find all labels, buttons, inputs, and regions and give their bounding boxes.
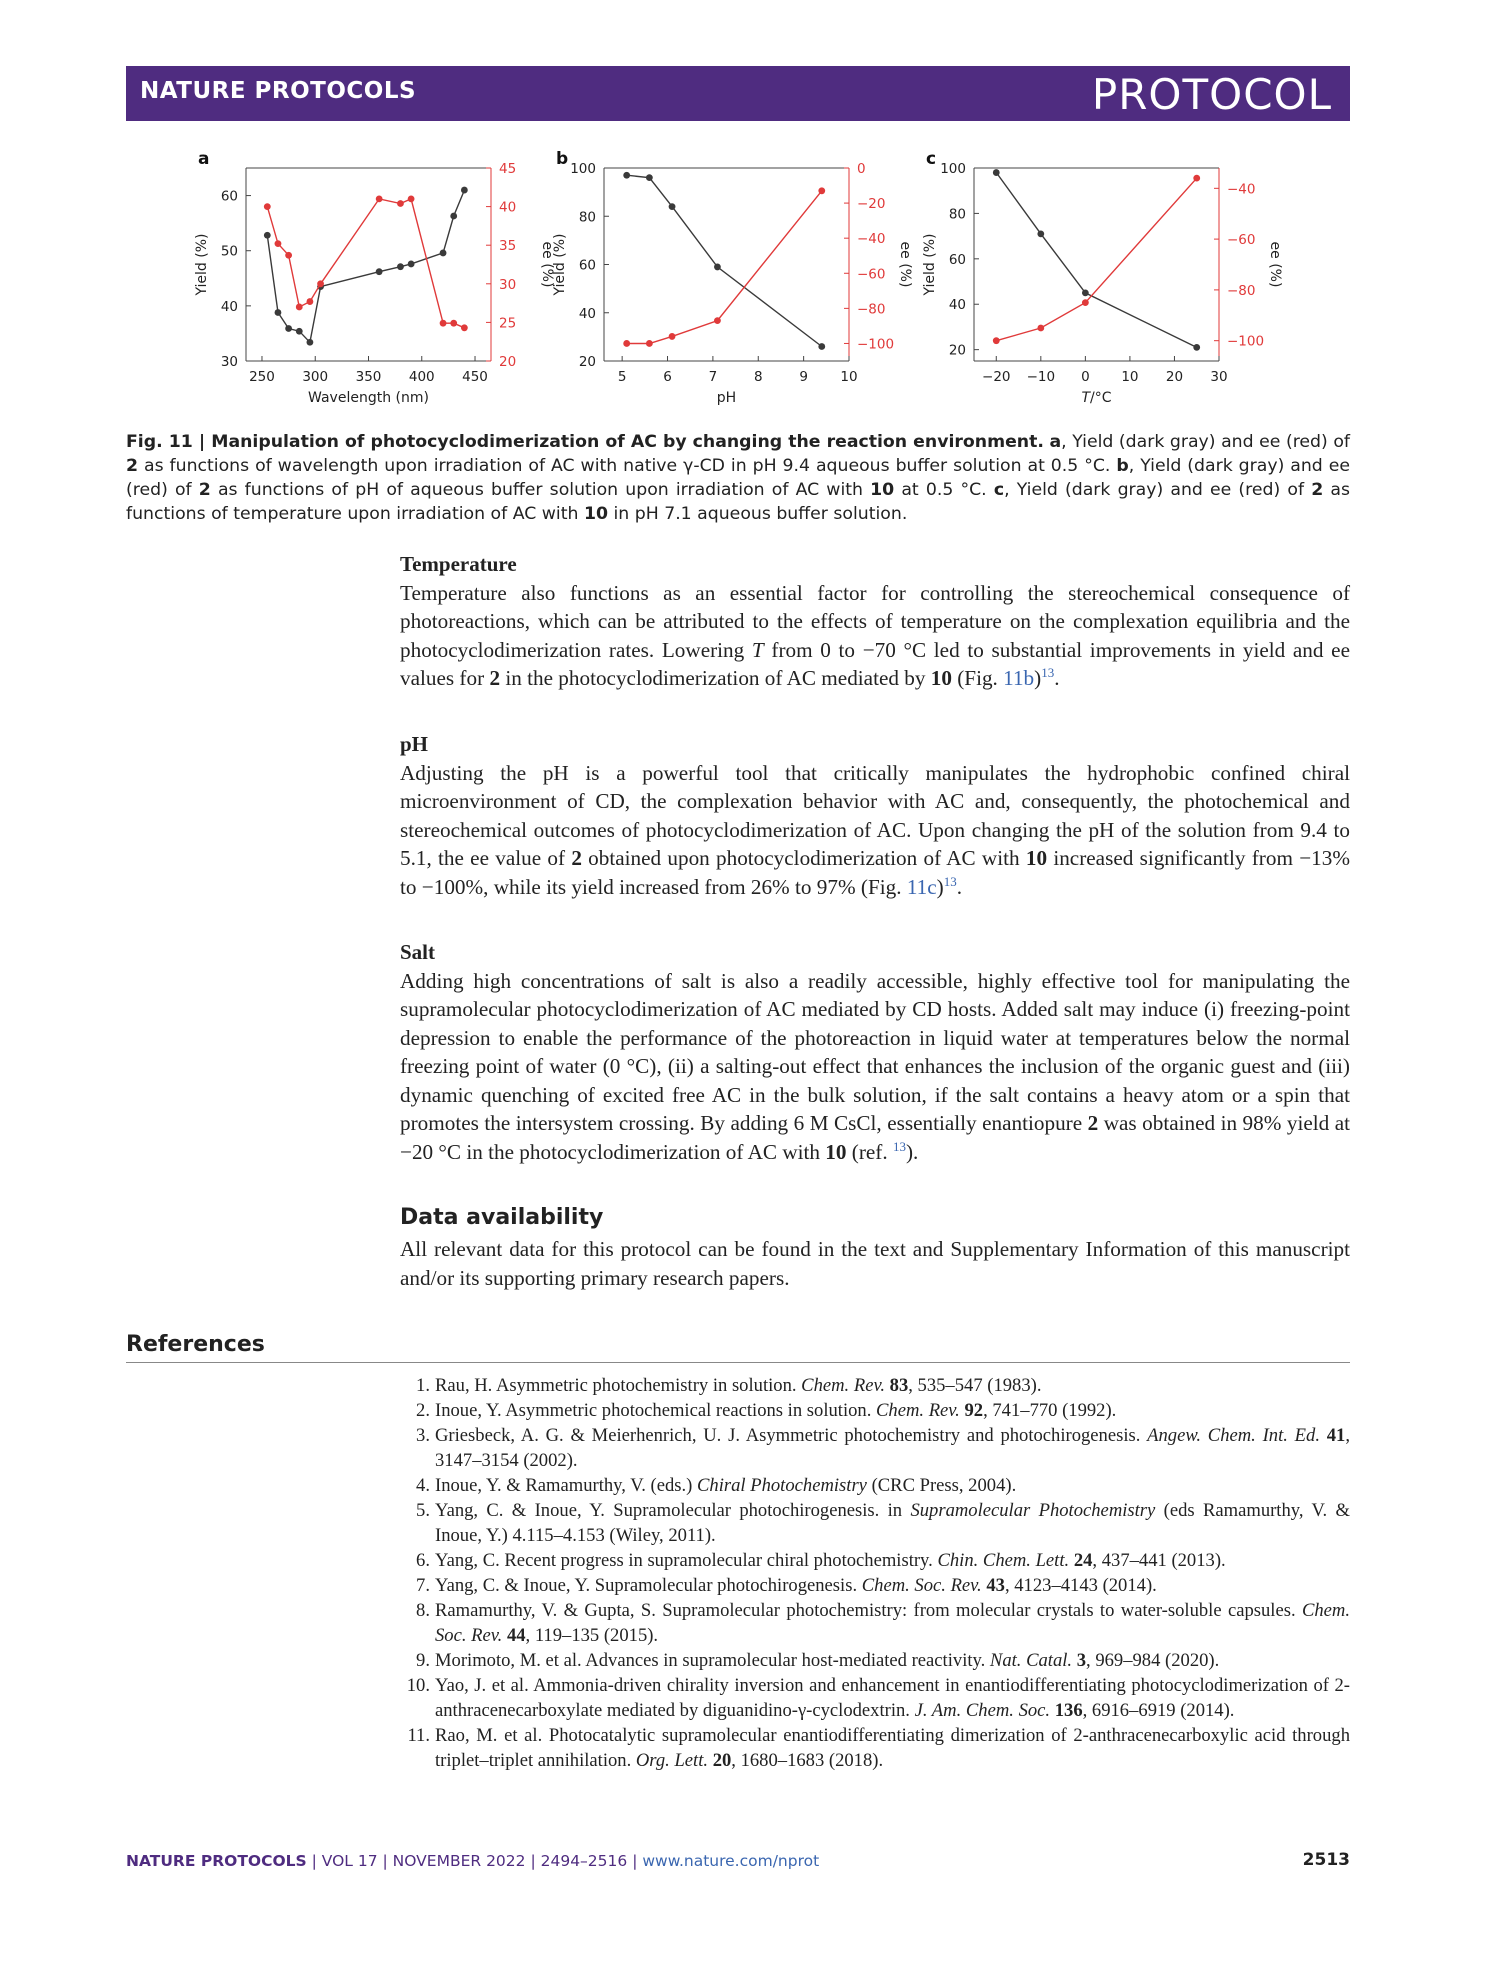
reference-item: 7. Yang, C. & Inoue, Y. Supramolecular photochirogenesis. Chem. Soc. Rev. 43, 4123–4143 (2014). [416,1575,1157,1596]
data-point-ee [714,317,721,324]
x-tick-label: 10 [840,369,858,385]
data-point-ee [275,240,282,247]
y-tick-label: 100 [940,161,966,177]
references-divider [126,1362,1350,1363]
data-point-yield [307,339,314,346]
y2-axis-label: ee (%) [539,241,555,288]
data-point-yield [376,268,383,275]
data-point-ee [397,200,404,207]
data-point-yield [1193,344,1200,351]
y-tick-label: 40 [948,297,966,314]
x-tick-label: 9 [799,369,808,385]
data-point-yield [714,264,721,271]
y2-tick-label: −80 [857,301,886,318]
citation-13[interactable]: 13 [892,1138,906,1154]
references-heading: References [126,1332,265,1357]
x-tick-label: 350 [355,369,382,385]
data-point-ee [296,304,303,311]
chart-panel-b [552,150,913,406]
footer-url-link[interactable]: www.nature.com/nprot [642,1852,820,1870]
x-tick-label: −10 [1026,369,1056,385]
data-point-yield [296,328,303,335]
panel-label-c: c [926,150,937,169]
figure-caption: Fig. 11 | Manipulation of photocyclodimerization of AC by changing the reaction environment. a, Yield (dark gray) and ee (red) of 2 as functions of wavelength upon irradiation of AC with native γ-CD in pH 9.4 aqueous buffer solution at 0.5 °C. b, Yield (dark gray) and ee (red) of 2 as functions of pH of aqueous buffer solution upon irradiation of AC with 10 at 0.5 °C. c, Yield (dark gray) and ee (red) of 2 as functions of temperature upon irradiation of AC with 10 in pH 7.1 aqueous buffer solution. [126,432,1350,524]
y2-tick-label: 40 [499,199,517,216]
x-axis-label: Wavelength (nm) [308,390,429,406]
series-line-yield [627,175,822,346]
data-point-ee [669,333,676,340]
data-point-ee [1037,325,1044,332]
data-point-yield [623,172,630,179]
chart-panel-a [194,150,555,406]
x-tick-label: −20 [982,369,1011,385]
section-heading-ph: pH [400,732,429,756]
section-temperature [400,550,1350,693]
panel-label-b: b [556,150,569,169]
y2-axis-label: ee (%) [897,241,913,288]
y2-axis-label: ee (%) [1267,241,1283,288]
panel-label-a: a [198,150,210,169]
section-salt [400,938,1350,1166]
y-tick-label: 100 [570,161,596,177]
data-point-yield [669,203,676,210]
data-point-ee [440,320,447,327]
x-tick-label: 5 [617,369,627,385]
y2-tick-label: 45 [499,161,517,177]
y2-tick-label: −100 [1227,333,1265,350]
y-tick-label: 40 [578,305,596,322]
reference-item: 3. Griesbeck, A. G. & Meierhenrich, U. J. Asymmetric photochemistry and photochirogenesis. Angew. Chem. Int. Ed. 41, 3147–3154 (2002). [416,1425,1350,1471]
x-tick-label: 400 [408,369,435,385]
x-tick-label: 250 [249,369,275,385]
reference-item: 9. Morimoto, M. et al. Advances in supramolecular host-mediated reactivity. Nat. Catal. 3, 969–984 (2020). [416,1650,1220,1671]
data-availability-heading: Data availability [400,1205,604,1230]
data-point-ee [307,298,314,305]
y-tick-label: 60 [948,251,966,268]
x-tick-label: 7 [708,369,718,385]
paragraph-temperature: Temperature also functions as an essential factor for controlling the stereochemical consequence of photoreactions, which can be attributed to the effects of temperature on the complexation equilibria and the photocyclodimerization rates. Lowering T from 0 to −70 °C led to substantial improvements in yield and ee values for 2 in the photocyclodimerization of AC mediated by 10 (Fig. 11b)$^{13}$. [400,580,1350,690]
page-number: 2513 [1302,1850,1350,1870]
data-point-ee [317,280,324,287]
data-point-ee [1082,299,1089,306]
data-point-ee [646,340,653,347]
data-point-yield [285,325,292,332]
y-tick-label: 20 [578,354,596,370]
chart-panel-c [922,150,1283,406]
journal-name: NATURE PROTOCOLS [140,78,417,104]
footer-citation: NATURE PROTOCOLS | VOL 17 | NOVEMBER 2022 | 2494–2516 | www.nature.com/nprot [126,1852,820,1870]
citation-13[interactable]: 13 [1041,664,1055,680]
y2-tick-label: 30 [499,276,517,293]
x-tick-label: 6 [663,369,672,385]
fig-link-11c[interactable]: 11c [906,874,937,899]
data-point-ee [376,195,383,202]
section-heading-salt: Salt [400,940,436,964]
y2-tick-label: −40 [857,231,886,248]
data-point-yield [264,232,271,239]
data-point-ee [623,340,630,347]
caption-label: Fig. 11 | Manipulation of photocyclodimerization of AC by changing the reaction environment. [126,432,1044,452]
article-type: PROTOCOL [1091,70,1332,119]
data-availability-text: All relevant data for this protocol can be found in the text and Supplementary Information of this manuscript and/or its supporting primary research papers. [400,1237,1350,1290]
y-axis-label: Yield (%) [922,233,938,296]
data-point-yield [275,309,282,316]
reference-item: 5. Yang, C. & Inoue, Y. Supramolecular photochirogenesis. in Supramolecular Photochemistry (eds Ramamurthy, V. & Inoue, Y.) 4.115–4.153 (Wiley, 2011). [416,1500,1350,1546]
figure-11 [126,150,1350,420]
y2-tick-label: −100 [857,336,895,353]
fig-link-11b[interactable]: 11b [1003,666,1035,690]
x-tick-label: 0 [1081,369,1090,385]
y2-tick-label: 35 [499,238,517,255]
y-tick-label: 30 [220,354,238,370]
y-axis-label: Yield (%) [194,233,210,296]
data-point-yield [450,213,457,220]
data-point-yield [408,261,415,268]
y2-tick-label: −80 [1227,282,1256,299]
x-tick-label: 30 [1210,369,1228,385]
y2-tick-label: 20 [499,354,517,370]
y-tick-label: 20 [948,342,966,359]
data-point-ee [993,337,1000,344]
figure-11-charts [126,150,1350,420]
reference-item: 4. Inoue, Y. & Ramamurthy, V. (eds.) Chiral Photochemistry (CRC Press, 2004). [416,1475,1017,1496]
y-tick-label: 50 [220,243,238,260]
data-point-yield [1037,230,1044,237]
data-point-ee [264,203,271,210]
series-line-yield [996,173,1196,348]
citation-13[interactable]: 13 [943,873,957,889]
data-point-yield [461,187,468,194]
section-heading-temperature: Temperature [400,552,517,576]
references-list [400,1373,1350,1773]
data-point-yield [646,174,653,181]
y-tick-label: 80 [948,206,966,223]
y2-tick-label: −20 [857,196,886,213]
series-line-ee [627,191,822,344]
x-tick-label: 20 [1165,369,1184,385]
data-point-yield [993,169,1000,176]
x-tick-label: 8 [753,369,763,385]
y-tick-label: 80 [578,209,596,226]
y-tick-label: 40 [220,298,238,315]
data-point-ee [818,187,825,194]
x-axis-label: pH [716,390,737,406]
paragraph-ph: Adjusting the pH is a powerful tool that critically manipulates the hydrophobic confined chiral microenvironment of CD, the complexation behavior with AC and, consequently, the photochemical and stereochemical outcomes of photocyclodimerization of AC. Upon changing the pH of the solution from 9.4 to 5.1, the ee value of 2 obtained upon photocyclodimerization of AC with 10 increased significantly from −13% to −100%, while its yield increased from 26% to 97% (Fig. 11c)$^{13}$. [400,760,1350,899]
data-point-yield [1082,289,1089,296]
section-ph [400,730,1350,901]
data-point-ee [1193,175,1200,182]
data-point-ee [408,195,415,202]
data-point-yield [397,263,404,270]
reference-item: 11. Rao, M. et al. Photocatalytic supramolecular enantiodifferentiating dimerization of 2-anthracenecarboxylic acid through triplet–triplet annihilation. Org. Lett. 20, 1680–1683 (2018). [407,1725,1350,1771]
x-tick-label: 10 [1121,369,1139,385]
x-tick-label: 300 [302,369,329,385]
reference-item: 1. Rau, H. Asymmetric photochemistry in solution. Chem. Rev. 83, 535–547 (1983). [416,1375,1042,1396]
series-line-yield [267,190,464,342]
y2-tick-label: −60 [1227,232,1256,249]
data-point-yield [440,250,447,257]
y-axis-label: Yield (%) [552,233,568,296]
reference-item: 8. Ramamurthy, V. & Gupta, S. Supramolecular photochemistry: from molecular crystals to water-soluble capsules. Chem. Soc. Rev. 44, 119–135 (2015). [416,1600,1350,1646]
reference-item: 2. Inoue, Y. Asymmetric photochemical reactions in solution. Chem. Rev. 92, 741–770 (1992). [416,1400,1117,1421]
journal-header [126,66,1350,121]
data-point-ee [285,252,292,259]
x-axis-label: T/°C [1081,390,1112,406]
reference-item: 10. Yao, J. et al. Ammonia-driven chirality inversion and enhancement in enantiodifferentiating photocyclodimerization of 2-anthracenecarboxylate mediated by diguanidino-γ-cyclodextrin. J. Am. Chem. Soc. 136, 6916–6919 (2014). [406,1675,1350,1721]
y-tick-label: 60 [220,188,238,205]
reference-item: 6. Yang, C. Recent progress in supramolecular chiral photochemistry. Chin. Chem. Lett. 24, 437–441 (2013). [416,1550,1226,1571]
y2-tick-label: −60 [857,266,886,283]
series-line-ee [996,178,1196,341]
data-point-ee [450,320,457,327]
y2-tick-label: 25 [499,315,517,332]
y-tick-label: 60 [578,257,596,274]
x-tick-label: 450 [462,369,488,385]
data-point-ee [461,324,468,331]
data-point-yield [818,343,825,350]
y2-tick-label: −40 [1227,181,1256,198]
paragraph-salt: Adding high concentrations of salt is also a readily accessible, highly effective tool for manipulating the supramolecular photocyclodimerization of AC mediated by CD hosts. Added salt may induce (i) freezing-point depression to enable the performance of the photoreaction in liquid water at temperatures below the normal freezing point of water (0 °C), (ii) a salting-out effect that enhances the inclusion of the organic guest and (iii) dynamic quenching of excited free AC in the bulk solution, if the salt contains a heavy atom or a spin that promotes the intersystem crossing. By adding 6 M CsCl, essentially enantiopure 2 was obtained in 98% yield at −20 °C in the photocyclodimerization of AC with 10 (ref. $^{13}$). [400,968,1350,1164]
y2-tick-label: 0 [857,161,866,177]
